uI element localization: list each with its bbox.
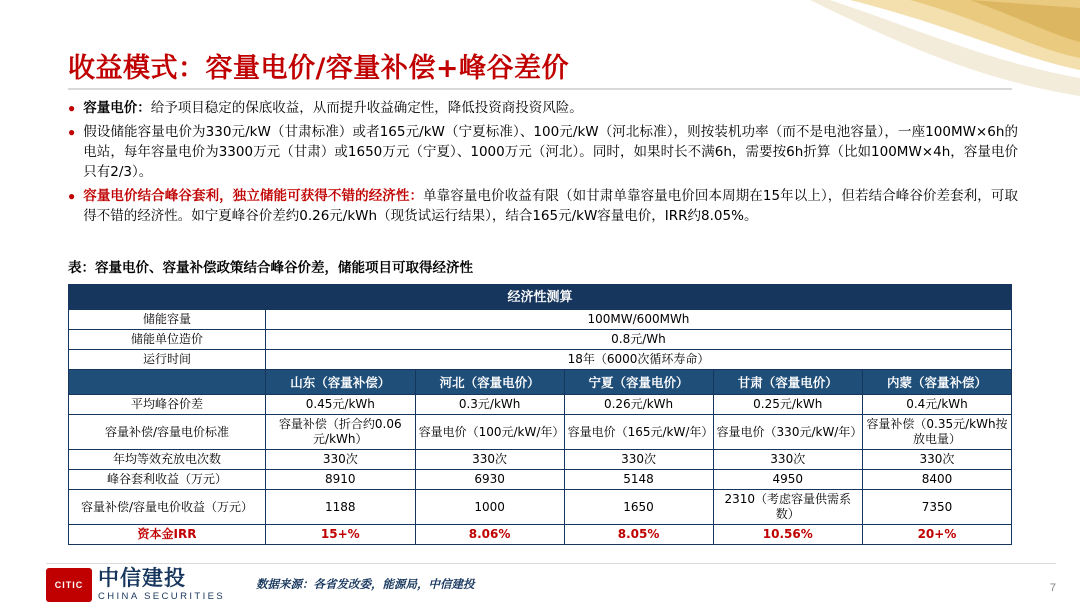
- brand-logo: [46, 568, 225, 602]
- cell-standard-hebei: 容量电价（100元/kW/年）: [415, 415, 564, 450]
- cell-standard-ningxia: 容量电价（165元/kW/年）: [564, 415, 713, 450]
- footer: [0, 564, 1080, 608]
- cell-capacity-revenue-neimeng: 7350: [862, 490, 1011, 525]
- bullet-3-body: 单靠容量电价收益有限（如甘肃单靠容量电价回本周期在15年以上），但若结合峰谷价差套利，可取得不错的经济性。如宁夏峰谷价差约0.26元/kWh（现货试运行结果），结合165元/kW容量电价，IRR约8.05%。: [83, 188, 1018, 224]
- cell-irr-hebei: 8.06%: [415, 525, 564, 545]
- cell-arbitrage-ningxia: 5148: [564, 470, 713, 490]
- cell-capacity-revenue-hebei: 1000: [415, 490, 564, 525]
- table-row-irr: [69, 525, 1012, 545]
- cell-standard-neimeng: 容量补偿（0.35元/kWh按放电量）: [862, 415, 1011, 450]
- title-divider: [68, 88, 1012, 90]
- table-row: [69, 350, 1012, 370]
- cell-arbitrage-shandong: 8910: [265, 470, 415, 490]
- bullet-assumption: [68, 122, 1018, 182]
- table-title-row: [69, 285, 1012, 310]
- table-row: [69, 450, 1012, 470]
- table-caption: 表：容量电价、容量补偿政策结合峰谷价差，储能项目可取得经济性: [68, 260, 473, 276]
- cell-price-spread-neimeng: 0.4元/kWh: [862, 395, 1011, 415]
- header-col-neimeng: 内蒙（容量补偿）: [862, 370, 1011, 395]
- bullet-dot-icon: ●: [68, 101, 76, 115]
- cell-price-spread-gansu: 0.25元/kWh: [713, 395, 862, 415]
- table-header-row: [69, 370, 1012, 395]
- row-label-price-spread: 平均峰谷价差: [69, 395, 266, 415]
- header-col-ningxia: 宁夏（容量电价）: [564, 370, 713, 395]
- bullet-2-body: 假设储能容量电价为330元/kW（甘肃标准）或者165元/kW（宁夏标准）、100元/kW（河北标准），则按装机功率（而不是电池容量），一座100MW×6h的电站，每年容量电价为3300万元（甘肃）或1650万元（宁夏）、1000万元（河北）。同时，如果时长不满6h，需要按6h折算（比如100MW×4h，容量电价只有2/3）。: [83, 124, 1018, 180]
- table-row: [69, 470, 1012, 490]
- header-blank: [69, 370, 266, 395]
- table-row: [69, 310, 1012, 330]
- cell-irr-ningxia: 8.05%: [564, 525, 713, 545]
- logo-name-en: CHINA SECURITIES: [98, 591, 226, 603]
- row-label-unit-cost: 储能单位造价: [69, 330, 266, 350]
- bullet-arbitrage: [68, 186, 1018, 226]
- header-col-gansu: 甘肃（容量电价）: [713, 370, 862, 395]
- row-label-capacity: 储能容量: [69, 310, 266, 330]
- logo-mark-icon: CITIC: [46, 568, 92, 602]
- source-note: 数据来源：各省发改委，能源局，中信建投: [256, 577, 475, 591]
- cell-cycles-gansu: 330次: [713, 450, 862, 470]
- table-row: [69, 490, 1012, 525]
- table-title: 经济性测算: [69, 285, 1012, 310]
- bullet-1-body: 给予项目稳定的保底收益，从而提升收益确定性，降低投资商投资风险。: [150, 100, 583, 116]
- header-col-hebei: 河北（容量电价）: [415, 370, 564, 395]
- cell-irr-shandong: 15+%: [265, 525, 415, 545]
- cell-arbitrage-neimeng: 8400: [862, 470, 1011, 490]
- economics-table: [68, 284, 1012, 545]
- row-label-runtime: 运行时间: [69, 350, 266, 370]
- table-row: [69, 395, 1012, 415]
- bullet-capacity-price: [68, 98, 1018, 118]
- bullet-dot-icon: ●: [68, 189, 76, 203]
- table-row: [69, 415, 1012, 450]
- logo-name-cn: 中信建投: [98, 566, 186, 591]
- cell-arbitrage-hebei: 6930: [415, 470, 564, 490]
- row-value-runtime: 18年（6000次循环寿命）: [265, 350, 1011, 370]
- cell-capacity-revenue-shandong: 1188: [265, 490, 415, 525]
- header-col-shandong: 山东（容量补偿）: [265, 370, 415, 395]
- row-label-cycles: 年均等效充放电次数: [69, 450, 266, 470]
- row-value-unit-cost: 0.8元/Wh: [265, 330, 1011, 350]
- row-label-capacity-revenue: 容量补偿/容量电价收益（万元）: [69, 490, 266, 525]
- row-label-standard: 容量补偿/容量电价标准: [69, 415, 266, 450]
- cell-capacity-revenue-gansu: 2310（考虑容量供需系数）: [713, 490, 862, 525]
- row-label-irr: 资本金IRR: [69, 525, 266, 545]
- cell-price-spread-shandong: 0.45元/kWh: [265, 395, 415, 415]
- bullet-3-lead: 容量电价结合峰谷套利，独立储能可获得不错的经济性：: [83, 188, 424, 204]
- row-value-capacity: 100MW/600MWh: [265, 310, 1011, 330]
- page-number: 7: [1049, 582, 1056, 594]
- cell-cycles-hebei: 330次: [415, 450, 564, 470]
- table-row: [69, 330, 1012, 350]
- cell-price-spread-ningxia: 0.26元/kWh: [564, 395, 713, 415]
- bullet-dot-icon: ●: [68, 125, 76, 139]
- cell-price-spread-hebei: 0.3元/kWh: [415, 395, 564, 415]
- cell-cycles-shandong: 330次: [265, 450, 415, 470]
- cell-arbitrage-gansu: 4950: [713, 470, 862, 490]
- bullet-list: [68, 98, 1018, 230]
- cell-cycles-neimeng: 330次: [862, 450, 1011, 470]
- page-title: 收益模式：容量电价/容量补偿+峰谷差价: [68, 53, 569, 84]
- cell-standard-gansu: 容量电价（330元/kW/年）: [713, 415, 862, 450]
- cell-capacity-revenue-ningxia: 1650: [564, 490, 713, 525]
- bullet-1-lead: 容量电价：: [83, 100, 151, 116]
- cell-irr-neimeng: 20+%: [862, 525, 1011, 545]
- cell-irr-gansu: 10.56%: [713, 525, 862, 545]
- row-label-arbitrage-revenue: 峰谷套利收益（万元）: [69, 470, 266, 490]
- cell-cycles-ningxia: 330次: [564, 450, 713, 470]
- cell-standard-shandong: 容量补偿（折合约0.06元/kWh）: [265, 415, 415, 450]
